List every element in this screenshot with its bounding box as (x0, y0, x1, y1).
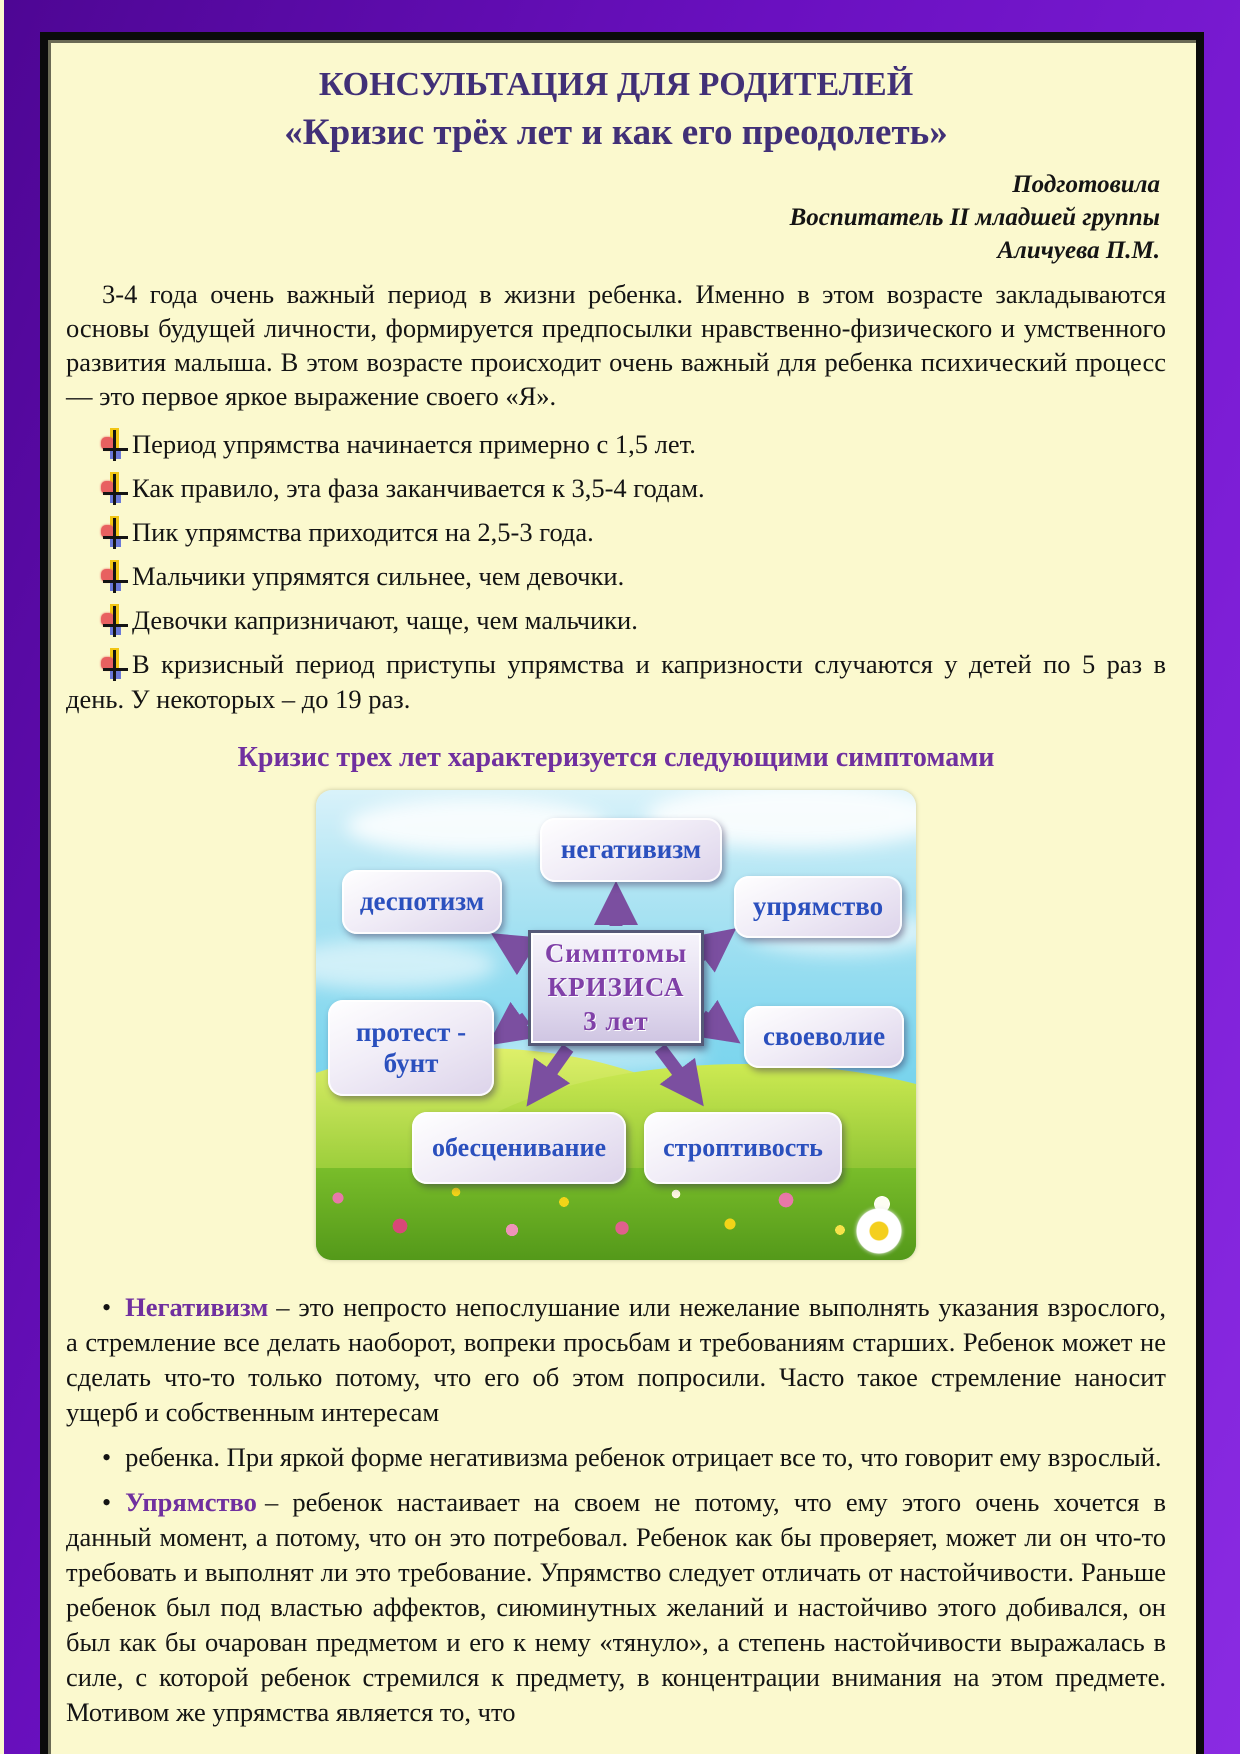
dot-bullet-icon: • (102, 1292, 112, 1322)
fact-text: В кризисный период приступы упрямства и капризности случаются у детей по 5 раз в день. У некоторых – до 19 раз. (66, 648, 1166, 714)
diagram-label-self-will: своеволие (744, 1006, 904, 1068)
symptoms-list (66, 1290, 1166, 1730)
diagram-label-obstinacy: строптивость (644, 1112, 842, 1184)
colored-anchor-bullet-icon (100, 472, 130, 506)
section-heading: Кризис трех лет характеризуется следующими симптомами (237, 741, 995, 773)
diagram-label-negativism: негативизм (540, 818, 722, 882)
symptom-item (66, 1440, 1166, 1475)
fact-text: Мальчики упрямятся сильнее, чем девочки. (132, 560, 625, 591)
byline-line: Воспитатель II младшей группы (789, 203, 1160, 231)
diagram-label-despotism: деспотизм (342, 870, 502, 934)
symptom-text: – ребенок настаивает на своем не потому, что ему этого очень хочется в данный момент, а потому, что он это потребовал. Ребенок как бы проверяет, может ли он что-то требовать и выполнят ли это требование. Упрямство следует отличать от настойчивости. Раньше ребенок был под властью аффектов, сиюминутных желаний и настойчиво этого добивался, он был как бы очарован предметом и его к нему «тянуло», а степень настойчивости выражалась в силе, с которой ребенок стремился к предмету, в концентрации внимания на этом предмете. Мотивом же упрямства является то, что (66, 1486, 1166, 1727)
intro-paragraph: 3-4 года очень важный период в жизни ребенка. Именно в этом возрасте закладываются основы будущей личности, формируется предпосылки нравственно-физического и умственного развития малыша. В этом возрасте происходит очень важный для ребенка психический процесс — это первое яркое выражение своего «Я». (66, 278, 1166, 411)
fact-item (66, 647, 1166, 716)
title-line-2: «Кризис трёх лет и как его преодолеть» (284, 111, 948, 153)
facts-list (66, 427, 1166, 716)
fact-item (66, 603, 1166, 638)
byline-line: Аличуева П.М. (997, 236, 1160, 264)
fact-item (66, 515, 1166, 550)
byline (66, 168, 1160, 267)
colored-anchor-bullet-icon (100, 428, 130, 462)
symptom-text: ребенка. При яркой форме негативизма ребенок отрицает все то, что говорит ему взрослый. (125, 1441, 1162, 1472)
fact-text: Период упрямства начинается примерно с 1,5 лет. (132, 428, 696, 459)
symptoms-diagram-image (316, 790, 916, 1260)
diagram-label-protest: протест - бунт (328, 1000, 494, 1096)
center-box-line: 3 лет (583, 1005, 649, 1036)
colored-anchor-bullet-icon (100, 560, 130, 594)
symptom-text: – это непросто непослушание или нежелание выполнять указания взрослого, а стремление все делать наоборот, вопреки просьбам и требованиям старших. Ребенок может не сделать что-то только потому, что его об этом попросили. Часто такое стремление наносит ущерб и собственным интересам (66, 1291, 1166, 1427)
colored-anchor-bullet-icon (100, 648, 130, 682)
symptom-term: Упрямство (125, 1486, 257, 1517)
diagram-label-stubbornness: упрямство (734, 876, 902, 938)
fact-item (66, 471, 1166, 506)
dot-bullet-icon: • (102, 1487, 112, 1517)
dot-bullet-icon: • (102, 1442, 112, 1472)
fact-item (66, 559, 1166, 594)
symptom-item (66, 1485, 1166, 1730)
fact-text: Как правило, эта фаза заканчивается к 3,5-4 годам. (132, 472, 705, 503)
fact-item (66, 427, 1166, 462)
fact-text: Пик упрямства приходится на 2,5-3 года. (132, 516, 594, 547)
symptom-term: Негативизм (125, 1291, 269, 1322)
byline-line: Подготовила (1012, 170, 1160, 198)
title-line-1: КОНСУЛЬТАЦИЯ ДЛЯ РОДИТЕЛЕЙ (318, 66, 914, 103)
center-box-line: КРИЗИСА (547, 971, 685, 1002)
fact-text: Девочки капризничают, чаще, чем мальчики. (132, 604, 638, 635)
document-page (40, 32, 1204, 1754)
symptom-item (66, 1290, 1166, 1430)
document-title (66, 62, 1166, 158)
diagram-center-box (528, 930, 704, 1046)
center-box-line: Симптомы (544, 938, 688, 969)
colored-anchor-bullet-icon (100, 604, 130, 638)
diagram-label-devaluation: обесценивание (412, 1112, 626, 1184)
colored-anchor-bullet-icon (100, 516, 130, 550)
